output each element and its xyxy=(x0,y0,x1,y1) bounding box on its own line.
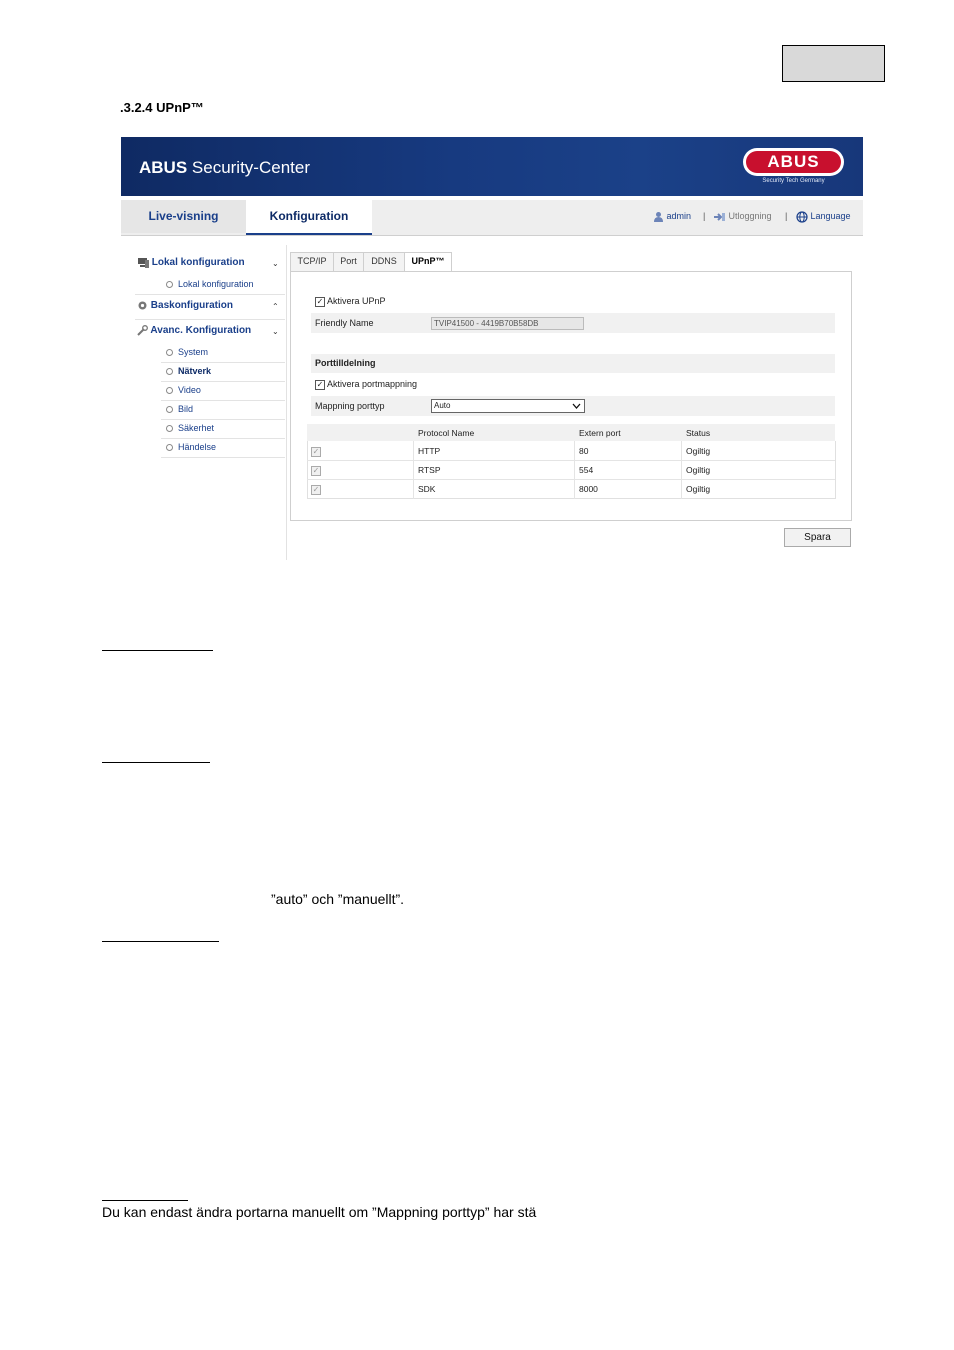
chevron-down-icon[interactable]: ⌄ xyxy=(272,259,279,268)
port-mapping-section-title: Porttilldelning xyxy=(315,358,376,368)
port-table xyxy=(307,441,836,499)
tab-port[interactable]: Port xyxy=(333,252,364,271)
bullet-icon xyxy=(166,281,173,288)
sidebar-item-local-config[interactable]: Lokal konfiguration xyxy=(166,279,254,289)
column-header-protocol: Protocol Name xyxy=(418,428,475,438)
chevron-down-icon[interactable]: ⌄ xyxy=(272,327,279,336)
sidebar-divider-line xyxy=(161,457,285,458)
sidebar-divider-line xyxy=(135,294,285,295)
tab-ddns[interactable]: DDNS xyxy=(363,252,405,271)
app-title: ABUS Security-Center xyxy=(139,158,310,177)
enable-port-mapping-row[interactable]: ✓ Aktivera portmappning xyxy=(316,379,418,389)
logout-icon xyxy=(713,212,726,222)
table-divider-line xyxy=(307,479,835,480)
sidebar-divider-line xyxy=(161,438,285,439)
table-header xyxy=(307,424,835,441)
sidebar-group-advanced-config[interactable]: Avanc. Konfiguration xyxy=(137,325,251,336)
table-row-checkbox[interactable]: ✓ xyxy=(312,484,320,494)
table-cell-protocol: RTSP xyxy=(418,465,441,475)
term-underline xyxy=(102,762,210,763)
sidebar-divider-line xyxy=(161,400,285,401)
user-icon xyxy=(653,211,664,222)
table-cell-status: Ogiltig xyxy=(686,446,711,456)
computer-icon xyxy=(137,257,149,268)
abus-logo: ABUS xyxy=(743,148,844,176)
bullet-icon xyxy=(166,444,173,451)
column-header-port: Extern port xyxy=(579,428,621,438)
tab-tcpip[interactable]: TCP/IP xyxy=(290,252,334,271)
enable-upnp-checkbox[interactable]: ✓ xyxy=(316,296,324,306)
table-divider-line xyxy=(681,441,682,499)
sidebar-item-system[interactable]: System xyxy=(166,347,208,357)
enable-port-mapping-checkbox[interactable]: ✓ xyxy=(316,379,324,389)
table-divider-line xyxy=(307,460,835,461)
mapping-type-label: Mappning porttyp xyxy=(315,401,385,411)
logo-tagline: Security Tech Germany xyxy=(762,178,825,184)
term-underline xyxy=(102,941,219,942)
sidebar-group-basic-config[interactable]: Baskonfiguration xyxy=(137,300,233,311)
table-cell-port: 8000 xyxy=(579,484,598,494)
table-row-checkbox[interactable]: ✓ xyxy=(312,446,320,456)
app-banner xyxy=(121,137,863,196)
column-header-status: Status xyxy=(686,428,711,438)
save-button[interactable]: Spara xyxy=(784,528,851,547)
sidebar-divider-line xyxy=(161,419,285,420)
table-cell-port: 80 xyxy=(579,446,589,456)
language-link[interactable]: Language xyxy=(796,200,851,233)
section-heading: .3.2.4 UPnP™ xyxy=(120,100,204,115)
gear-icon xyxy=(137,300,148,311)
main-nav xyxy=(121,200,863,236)
bullet-icon xyxy=(166,387,173,394)
bullet-icon xyxy=(166,406,173,413)
bullet-icon xyxy=(166,425,173,432)
sidebar-divider-line xyxy=(135,319,285,320)
bullet-icon xyxy=(166,368,173,375)
sidebar-item-security[interactable]: Säkerhet xyxy=(166,423,214,433)
ui-screenshot xyxy=(121,137,863,560)
friendly-name-input[interactable]: TVIP41500 - 4419B70B58DB xyxy=(431,317,584,330)
table-cell-protocol: SDK xyxy=(418,484,436,494)
table-cell-protocol: HTTP xyxy=(418,446,441,456)
sidebar-item-image[interactable]: Bild xyxy=(166,404,193,414)
chevron-up-icon[interactable]: ⌃ xyxy=(272,302,279,311)
friendly-name-label: Friendly Name xyxy=(315,318,374,328)
table-divider-line xyxy=(413,441,414,499)
table-cell-port: 554 xyxy=(579,465,594,475)
tab-configuration[interactable]: Konfiguration xyxy=(246,200,372,235)
sidebar-item-video[interactable]: Video xyxy=(166,385,201,395)
tab-live-view[interactable]: Live-visning xyxy=(121,200,246,233)
mapping-type-select[interactable]: Auto xyxy=(431,399,585,413)
footnote-separator xyxy=(102,1200,188,1201)
logout-link[interactable]: Utloggning xyxy=(713,200,772,233)
sidebar-divider-line xyxy=(161,381,285,382)
footnote-text: Du kan endast ändra portarna manuellt om ”Mappning porttyp” har stä xyxy=(102,1204,537,1220)
bullet-icon xyxy=(166,349,173,356)
sidebar-group-local-config[interactable]: Lokal konfiguration xyxy=(137,257,245,268)
sidebar-divider-line xyxy=(161,362,285,363)
port-mapping-section-bar xyxy=(311,354,835,373)
nav-separator: | xyxy=(703,211,706,221)
nav-separator: | xyxy=(785,211,788,221)
table-cell-status: Ogiltig xyxy=(686,484,711,494)
table-row-checkbox[interactable]: ✓ xyxy=(312,465,320,475)
tab-upnp[interactable]: UPnP™ xyxy=(404,252,452,272)
wrench-icon xyxy=(137,325,148,336)
globe-icon xyxy=(796,211,808,223)
term-underline xyxy=(102,650,213,651)
page-label-box xyxy=(782,45,885,82)
table-divider-line xyxy=(574,441,575,499)
body-text-fragment: ”auto” och ”manuellt”. xyxy=(271,891,405,907)
enable-upnp-row[interactable]: ✓ Aktivera UPnP xyxy=(316,296,386,306)
chevron-down-icon xyxy=(572,403,581,409)
sidebar-item-network[interactable]: Nätverk xyxy=(166,366,211,376)
sidebar-divider xyxy=(286,245,287,560)
user-link[interactable]: admin xyxy=(653,200,691,233)
table-cell-status: Ogiltig xyxy=(686,465,711,475)
sidebar-item-event[interactable]: Händelse xyxy=(166,442,216,452)
